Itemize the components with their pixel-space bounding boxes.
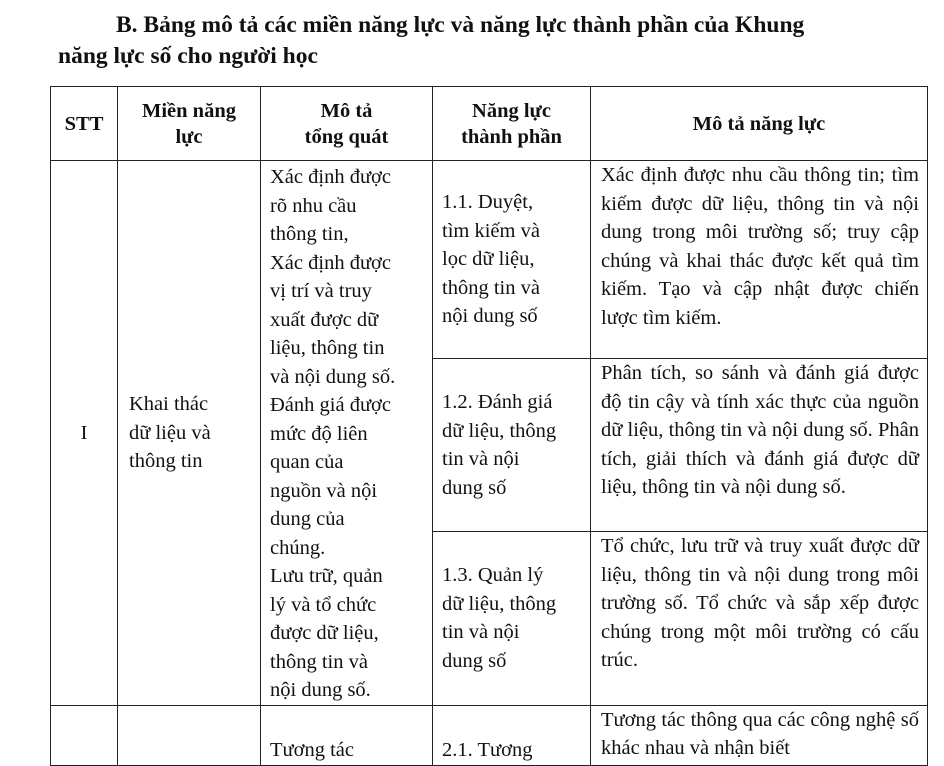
header-mo-ta-nang-luc: Mô tả năng lực bbox=[591, 87, 928, 161]
table-header-row bbox=[51, 87, 928, 161]
header-mo-ta-tong-quat: Mô tả tổng quát bbox=[261, 87, 433, 161]
header-mien-nang-luc: Miền năng lực bbox=[118, 87, 261, 161]
row-mo-ta-tong-quat: Xác định được rõ nhu cầu thông tin, Xác định được vị trí và truy xuất được dữ liệu, thông tin và nội dung số. Đánh giá được mức độ liên quan của nguồn và nội dung của chúng. Lưu trữ, quản lý và tổ chức được dữ liệu, thông tin và nội dung số. bbox=[261, 161, 433, 706]
partial-stt bbox=[51, 705, 118, 765]
partial-sub-competency-name: 2.1. Tương bbox=[433, 705, 591, 765]
row-stt: I bbox=[51, 161, 118, 706]
sub-competency-name: 1.2. Đánh giá dữ liệu, thông tin và nội dung số bbox=[433, 359, 591, 532]
partial-sub-competency-description: Tương tác thông qua các công nghệ số khác nhau và nhận biết bbox=[591, 705, 928, 765]
sub-competency-description: Tổ chức, lưu trữ và truy xuất được dữ liệu, thông tin và nội dung trong môi trường số. Tổ chức và sắp xếp được chúng trong một môi trường có cấu trúc. bbox=[591, 532, 928, 705]
heading-line-1: B. Bảng mô tả các miền năng lực và năng lực thành phần của Khung bbox=[116, 12, 805, 38]
sub-competency-description: Xác định được nhu cầu thông tin; tìm kiếm được dữ liệu, thông tin và nội dung trong môi trường số; truy cập chúng và khai thác được kết quả tìm kiếm. Tạo và cập nhật được chiến lược tìm kiếm. bbox=[591, 161, 928, 359]
table-row bbox=[51, 161, 928, 359]
row-mien-nang-luc: Khai thác dữ liệu và thông tin bbox=[118, 161, 261, 706]
partial-mien bbox=[118, 705, 261, 765]
sub-competency-description: Phân tích, so sánh và đánh giá được độ tin cậy và tính xác thực của nguồn dữ liệu, thông tin và nội dung số. Phân tích, giải thích và đánh giá được dữ liệu, thông tin và nội dung số. bbox=[591, 359, 928, 532]
header-stt: STT bbox=[51, 87, 118, 161]
sub-competency-name: 1.3. Quản lý dữ liệu, thông tin và nội dung số bbox=[433, 532, 591, 705]
document-heading bbox=[58, 10, 938, 72]
header-nang-luc-thanh-phan: Năng lực thành phần bbox=[433, 87, 591, 161]
competency-table bbox=[50, 86, 928, 766]
partial-mo-ta: Tương tác bbox=[261, 705, 433, 765]
table-row-partial bbox=[51, 705, 928, 765]
heading-line-2: năng lực số cho người học bbox=[58, 43, 318, 69]
sub-competency-name: 1.1. Duyệt, tìm kiếm và lọc dữ liệu, thông tin và nội dung số bbox=[433, 161, 591, 359]
